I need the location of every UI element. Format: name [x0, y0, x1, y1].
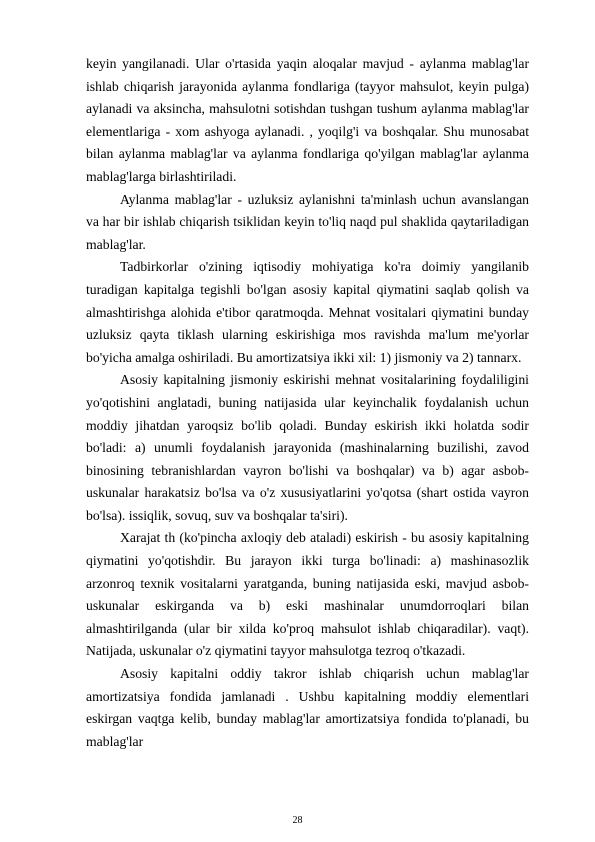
paragraph-amortization-fund: Asosiy kapitalni oddiy takror ishlab chiqarish uchun mablag'lar amortizatsiya fondida jamlanadi . Ushbu kapitalning moddiy elementlari eskirgan vaqtga kelib, bunday mablag'lar amortizatsiya fondida to'planadi, bu mablag'lar	[86, 666, 529, 749]
paragraph-fixed-capital-renewal: Tadbirkorlar o'zining iqtisodiy mohiyatiga ko'ra doimiy yangilanib turadigan kapitalga tegishli bo'lgan asosiy kapital qiymatini saqlab qolish va almashtirishga alohida e'tibor qaratmoqda. Mehnat vositalari qiymatini bunday uzluksiz qayta tiklash ularning eskirishiga mos ravishda ma'lum me'yorlar bo'yicha amalga oshiriladi. Bu amortizatsiya ikki xil: 1) jismoniy va 2) tannarx.	[86, 259, 529, 365]
paragraph-physical-depreciation: Asosiy kapitalning jismoniy eskirishi mehnat vositalarining foydaliligini yo'qotishini anglatadi, buning natijasida ular keyinchalik foydalanish uchun moddiy jihatdan yaroqsiz bo'lib qoladi. Bunday eskirish ikki holatda sodir bo'ladi: a) unumli foydalanish jarayonida (mashinalarning buzilishi, zavod binosining tebranishlardan vayron bo'lishi va boshqalar) va b) agar asbob-uskunalar harakatsiz bo'lsa va o'z xususiyatlarini yo'qotsa (shart ostida vayron bo'lsa). issiqlik, sovuq, suv va boshqalar ta'siri).	[86, 372, 529, 523]
paragraph-continuation: keyin yangilanadi. Ular o'rtasida yaqin aloqalar mavjud - aylanma mablag'lar ishlab chiqarish jarayonida aylanma fondlariga (tayyor mahsulot, keyin pulga) aylanadi va aksincha, mahsulotni sotishdan tushgan tushum aylanma mablag'lar elementlariga - xom ashyoga aylanadi. , yoqilg'i va boshqalar. Shu munosabat bilan aylanma mablag'lar va aylanma fondlariga qo'yilgan mablag'lar aylanma mablag'larga birlashtiriladi.	[86, 56, 529, 184]
page-number: 28	[292, 815, 303, 826]
document-page	[86, 53, 529, 753]
paragraph-working-capital-definition: Aylanma mablag'lar - uzluksiz aylanishni ta'minlash uchun avanslangan va har bir ishlab chiqarish tsiklidan keyin to'liq naqd pul shaklida qaytariladigan mablag'lar.	[86, 191, 529, 252]
paragraph-moral-depreciation: Xarajat th (ko'pincha axloqiy deb ataladi) eskirish - bu asosiy kapitalning qiymatini yo'qotishdir. Bu jarayon ikki turga bo'linadi: a) mashinasozlik arzonroq texnik vositalarni yaratganda, buning natijasida eski, mavjud asbob-uskunalar eskirganda va b) eski mashinalar unumdorroqlari bilan almashtirilganda (ular bir xilda ko'proq mahsulot ishlab chiqaradilar). vaqt). Natijada, uskunalar o'z qiymatini tayyor mahsulotga tezroq o'tkazadi.	[86, 530, 529, 659]
